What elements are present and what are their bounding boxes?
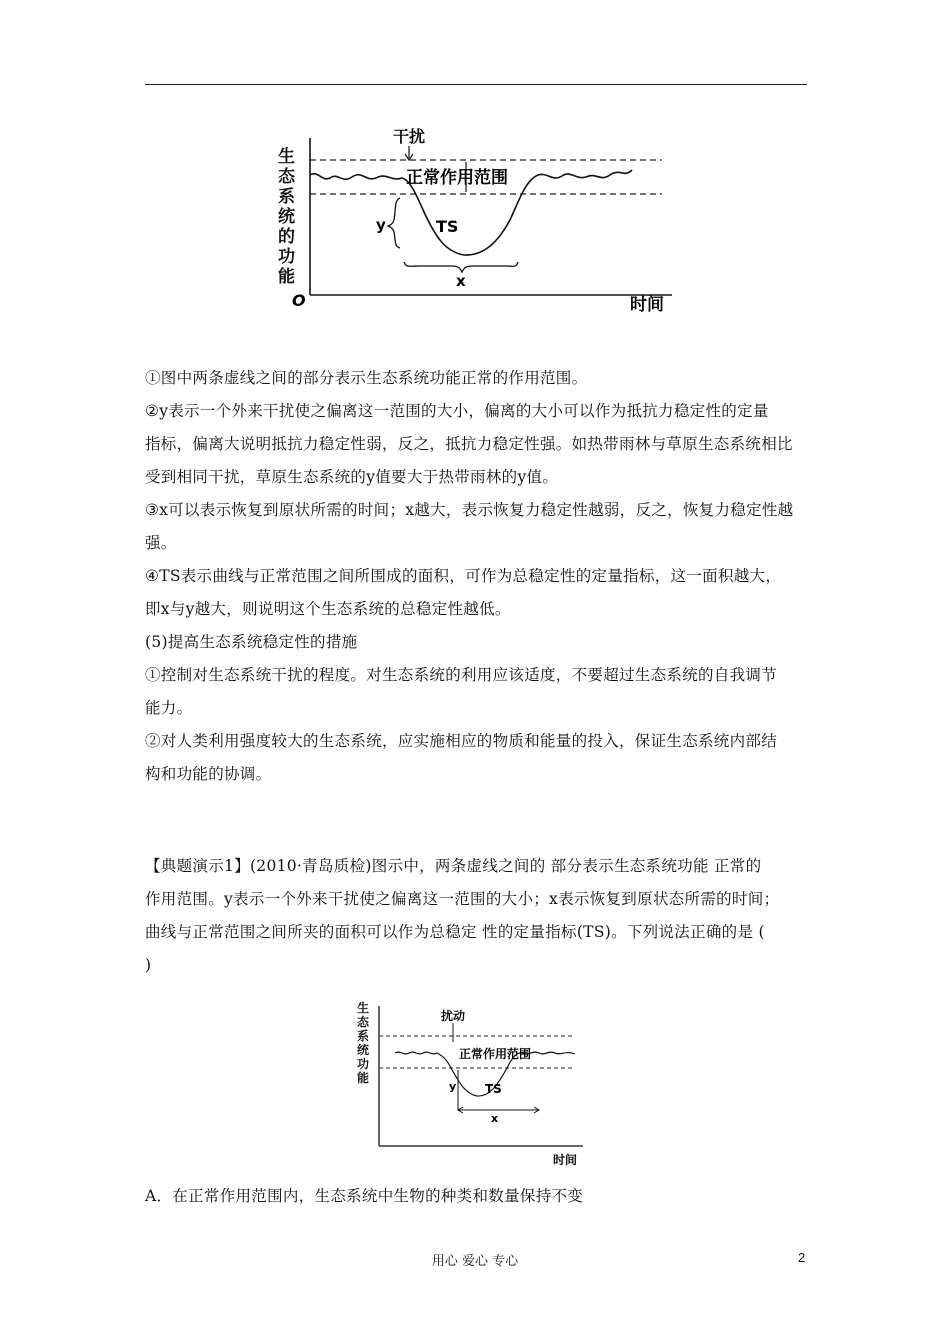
option-a-text: A．在正常作用范围内，生态系统中生物的种类和数量保持不变 [145, 1187, 584, 1205]
fig1-ts-label: TS [436, 217, 459, 236]
example-line: ) [145, 956, 152, 974]
point-line: 指标，偏离大说明抵抗力稳定性弱，反之，抵抗力稳定性强。如热带雨林与草原生态系统相比 [145, 435, 793, 453]
point-line: ③x可以表示恢复到原状所需的时间；x越大，表示恢复力稳定性越弱，反之，恢复力稳定性越 [145, 501, 794, 519]
fig1-range-label: 正常作用范围 [406, 168, 508, 188]
header-rule [145, 84, 807, 85]
fig2-y-label: y [449, 1080, 457, 1093]
svg-text:生态系统功能: 生态系统功能 [357, 1001, 370, 1085]
fig2-disturbance-label: 扰动 [441, 1009, 466, 1023]
fig2-ts-label: TS [485, 1082, 502, 1096]
fig1-y-brace [388, 198, 400, 248]
point-line: 即x与y越大，则说明这个生态系统的总稳定性越低。 [145, 600, 511, 618]
fig2-xlabel: 时间 [553, 1153, 578, 1167]
fig1-x-label: x [456, 272, 466, 290]
point-line: ①控制对生态系统干扰的程度。对生态系统的利用应该适度，不要超过生态系统的自我调节 [145, 666, 778, 684]
point-line: 受到相同干扰，草原生态系统的y值要大于热带雨林的y值。 [145, 468, 559, 486]
example-line: 【典题演示1】(2010·青岛质检)图示中，两条虚线之间的 部分表示生态系统功能 正常的 [145, 857, 762, 875]
fig2-x-label: x [491, 1112, 499, 1125]
point-line: ②对人类利用强度较大的生态系统，应实施相应的物质和能量的投入，保证生态系统内部结 [145, 732, 778, 750]
fig1-xlabel: 时间 [630, 295, 664, 315]
stability-diagram-1 [270, 120, 680, 320]
fig1-y-label: y [376, 216, 386, 234]
point-line: 构和功能的协调。 [145, 765, 272, 783]
example-line: 曲线与正常范围之间所夹的面积可以作为总稳定 性的定量指标(TS)。下列说法正确的是 ( [145, 923, 765, 941]
point-line: 强。 [145, 534, 177, 552]
option-a [145, 1180, 810, 1213]
fig2-range-label: 正常作用范围 [459, 1047, 532, 1061]
example-line: 作用范围。y表示一个外来干扰使之偏离这一范围的大小；x表示恢复到原状态所需的时间； [145, 890, 780, 908]
fig1-ylabel [278, 146, 296, 287]
example-question [145, 850, 810, 982]
stability-diagram-2 [355, 998, 590, 1170]
fig1-x-brace [404, 262, 518, 272]
explanation-points [145, 362, 810, 791]
point-line: (5)提高生态系统稳定性的措施 [145, 633, 358, 651]
page-number: 2 [798, 1250, 806, 1265]
point-line: 能力。 [145, 699, 193, 717]
footer-slogan: 用心 爱心 专心 [431, 1254, 519, 1269]
point-line: ①图中两条虚线之间的部分表示生态系统功能正常的作用范围。 [145, 369, 588, 387]
svg-text:生态系统的功能: 生态系统的功能 [278, 147, 295, 287]
point-line: ②y表示一个外来干扰使之偏离这一范围的大小，偏离的大小可以作为抵抗力稳定性的定量 [145, 402, 769, 420]
fig1-disturbance-label: 干扰 [393, 127, 426, 146]
fig2-ylabel [357, 1000, 370, 1085]
fig1-origin: O [292, 291, 306, 310]
point-line: ④TS表示曲线与正常范围之间所围成的面积，可作为总稳定性的定量指标，这一面积越大， [145, 567, 782, 585]
